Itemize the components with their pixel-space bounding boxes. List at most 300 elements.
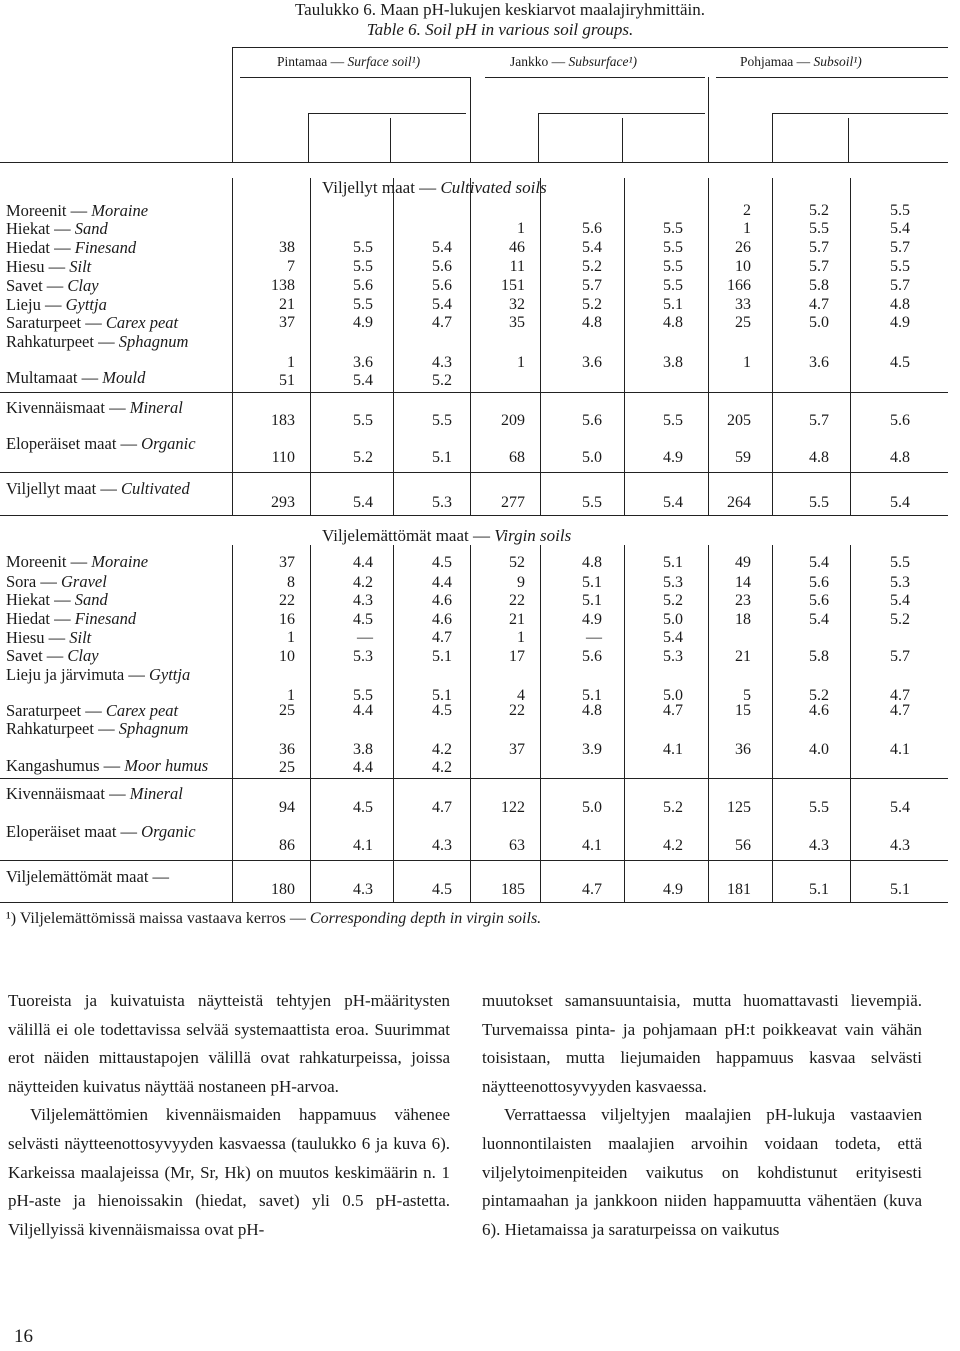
- cell-virgin_totals.2-0: 180: [271, 881, 295, 898]
- cell-virgin_rows.5-3: 17: [509, 648, 525, 665]
- cell-virgin_totals.0-5: 5.2: [663, 799, 683, 816]
- cell-cultivated_rows.7-4: 3.6: [582, 354, 602, 371]
- cell-virgin_rows.9-2: 4.2: [432, 759, 452, 776]
- cell-virgin_rows.2-3: 22: [509, 592, 525, 609]
- cell-virgin_rows.8-2: 4.2: [432, 741, 452, 758]
- column-divider: [232, 545, 233, 902]
- label-fi: Eloperäiset maat —: [6, 434, 142, 453]
- cell-virgin_rows.0-0: 37: [279, 554, 295, 571]
- label-en: Sphagnum: [118, 332, 189, 351]
- cell-virgin_totals.1-0: 86: [279, 837, 295, 854]
- cell-virgin_rows.4-0: 1: [287, 629, 295, 646]
- cell-cultivated_rows.6-4: 4.8: [582, 314, 602, 331]
- label-en: Mineral: [129, 398, 183, 417]
- label-en: Sand: [74, 219, 108, 238]
- cell-virgin_rows.0-6: 49: [735, 554, 751, 571]
- cell-cultivated_rows.2-2: 5.4: [432, 239, 452, 256]
- cell-virgin_rows.8-3: 37: [509, 741, 525, 758]
- label-en: Organic: [141, 822, 196, 841]
- rule-line: [308, 113, 466, 114]
- row-label-cultivated-3: [6, 259, 91, 276]
- cell-cultivated_rows.5-6: 33: [735, 296, 751, 313]
- cell-cultivated_rows.2-0: 38: [279, 239, 295, 256]
- label-en: Gyttja: [148, 665, 191, 684]
- section-en: Virgin soils: [494, 526, 572, 545]
- label-fi: Viljelemättömät maat —: [6, 867, 170, 886]
- row-label-virgin-0: [6, 554, 148, 571]
- cell-virgin_rows.5-7: 5.8: [809, 648, 829, 665]
- cell-cultivated_rows.4-7: 5.8: [809, 277, 829, 294]
- column-divider: [470, 178, 471, 515]
- cell-virgin_rows.4-4: —: [586, 629, 602, 646]
- cell-cultivated_totals.2-1: 5.4: [353, 494, 373, 511]
- column-divider: [708, 77, 709, 162]
- cell-virgin_rows.1-4: 5.1: [582, 574, 602, 591]
- label-fi: Kivennäismaat —: [6, 784, 130, 803]
- label-fi: Eloperäiset maat —: [6, 822, 142, 841]
- cell-cultivated_rows.6-6: 25: [735, 314, 751, 331]
- cell-cultivated_rows.1-3: 1: [517, 220, 525, 237]
- cell-cultivated_totals.0-7: 5.7: [809, 412, 829, 429]
- cell-cultivated_totals.1-6: 59: [735, 449, 751, 466]
- cell-virgin_rows.2-7: 5.6: [809, 592, 829, 609]
- table-caption-en: Table 6. Soil pH in various soil groups.: [366, 20, 634, 39]
- cell-cultivated_rows.7-7: 3.6: [809, 354, 829, 371]
- row-label-virgin-8: [6, 721, 188, 738]
- rule-line: [240, 77, 470, 78]
- cell-virgin_rows.1-0: 8: [287, 574, 295, 591]
- cell-virgin_rows.4-1: —: [357, 629, 373, 646]
- footnote-mark: ¹): [6, 910, 17, 927]
- cell-virgin_totals.0-3: 122: [501, 799, 525, 816]
- label-en: Sphagnum: [118, 719, 189, 738]
- cell-cultivated_totals.2-6: 264: [727, 494, 751, 511]
- label-fi: Saraturpeet —: [6, 701, 106, 720]
- cell-cultivated_rows.3-6: 10: [735, 258, 751, 275]
- cell-cultivated_totals.2-7: 5.5: [809, 494, 829, 511]
- cell-cultivated_rows.7-0: 1: [287, 354, 295, 371]
- cell-virgin_rows.8-5: 4.1: [663, 741, 683, 758]
- total-label-virgin-2: [6, 869, 169, 886]
- section-fi: Viljelemättömät maat —: [322, 526, 495, 545]
- rule-line: [538, 113, 705, 114]
- body-paragraph: Viljelemättömien kivennäismaiden happamuus vähenee selvästi näytteenottosyvyyden kasvaessa (taulukko 6 ja kuva 6). Karkeissa maalajeissa (Mr, Sr, Hk) on muutos keskimäärin n. 1 pH-aste ja hienoissakin (hiedat, savet) yli 0.5 pH-astetta. Viljellyissä kivennäismaissa ovat pH-: [8, 1105, 450, 1239]
- label-en: Sand: [74, 590, 108, 609]
- column-divider: [232, 178, 233, 515]
- cell-cultivated_rows.1-5: 5.5: [663, 220, 683, 237]
- cell-cultivated_rows.0-6: 2: [743, 202, 751, 219]
- section-en: Cultivated soils: [440, 178, 547, 197]
- row-label-virgin-7: [6, 703, 178, 720]
- cell-cultivated_rows.4-1: 5.6: [353, 277, 373, 294]
- cell-virgin_totals.1-1: 4.1: [353, 837, 373, 854]
- cell-virgin_totals.0-1: 4.5: [353, 799, 373, 816]
- cell-cultivated_rows.1-4: 5.6: [582, 220, 602, 237]
- label-fi: Lieju —: [6, 295, 66, 314]
- column-divider: [848, 118, 849, 162]
- cell-virgin_totals.0-4: 5.0: [582, 799, 602, 816]
- cell-virgin_rows.7-0: 25: [279, 702, 295, 719]
- label-fi: Kangashumus —: [6, 756, 125, 775]
- cell-cultivated_totals.0-5: 5.5: [663, 412, 683, 429]
- cell-virgin_rows.6-7: 5.2: [809, 687, 829, 704]
- label-fi: Rahkaturpeet —: [6, 719, 119, 738]
- label-en: Mineral: [129, 784, 183, 803]
- cell-virgin_rows.0-3: 52: [509, 554, 525, 571]
- label-en: Organic: [141, 434, 196, 453]
- cell-virgin_rows.3-8: 5.2: [890, 611, 910, 628]
- cell-virgin_rows.3-7: 5.4: [809, 611, 829, 628]
- cell-virgin_rows.1-6: 14: [735, 574, 751, 591]
- rule-line: [0, 162, 948, 163]
- column-divider: [850, 178, 851, 515]
- row-label-cultivated-6: [6, 315, 178, 332]
- cell-virgin_totals.0-0: 94: [279, 799, 295, 816]
- cell-virgin_totals.2-7: 5.1: [809, 881, 829, 898]
- cell-virgin_totals.1-4: 4.1: [582, 837, 602, 854]
- column-divider: [772, 545, 773, 902]
- cell-virgin_rows.1-2: 4.4: [432, 574, 452, 591]
- column-divider: [622, 118, 623, 162]
- label-fi: Hiesu —: [6, 257, 70, 276]
- section-fi: Viljellyt maat —: [322, 178, 441, 197]
- cell-cultivated_rows.5-5: 5.1: [663, 296, 683, 313]
- cell-cultivated_rows.4-0: 138: [271, 277, 295, 294]
- cell-cultivated_rows.6-7: 5.0: [809, 314, 829, 331]
- cell-virgin_rows.6-8: 4.7: [890, 687, 910, 704]
- label-en: Finesand: [74, 609, 137, 628]
- label-fi: Viljellyt maat —: [6, 479, 121, 498]
- cell-virgin_totals.0-8: 5.4: [890, 799, 910, 816]
- label-en: Gyttja: [65, 295, 107, 314]
- label-fi: Kivennäismaat —: [6, 398, 130, 417]
- cell-virgin_rows.0-1: 4.4: [353, 554, 373, 571]
- cell-cultivated_rows.3-5: 5.5: [663, 258, 683, 275]
- row-label-cultivated-4: [6, 278, 99, 295]
- section-cultivated: [322, 179, 547, 196]
- cell-virgin_rows.6-1: 5.5: [353, 687, 373, 704]
- label-fi: Hiedat —: [6, 609, 75, 628]
- column-divider: [308, 113, 309, 162]
- cell-virgin_rows.1-3: 9: [517, 574, 525, 591]
- cell-virgin_rows.1-1: 4.2: [353, 574, 373, 591]
- cell-cultivated_rows.5-4: 5.2: [582, 296, 602, 313]
- cell-virgin_rows.3-5: 5.0: [663, 611, 683, 628]
- cell-cultivated_rows.5-8: 4.8: [890, 296, 910, 313]
- column-divider: [393, 545, 394, 902]
- cell-virgin_totals.1-2: 4.3: [432, 837, 452, 854]
- label-en: Cultivated: [120, 479, 190, 498]
- cell-virgin_totals.1-6: 56: [735, 837, 751, 854]
- cell-cultivated_rows.7-5: 3.8: [663, 354, 683, 371]
- cell-cultivated_rows.5-7: 4.7: [809, 296, 829, 313]
- label-fi: Moreenit —: [6, 201, 92, 220]
- page-number: 16: [14, 1326, 33, 1347]
- label-fi: Multamaat —: [6, 368, 103, 387]
- cell-cultivated_rows.4-2: 5.6: [432, 277, 452, 294]
- column-divider: [470, 77, 471, 162]
- cell-cultivated_rows.6-3: 35: [509, 314, 525, 331]
- cell-virgin_rows.6-0: 1: [287, 687, 295, 704]
- column-divider: [772, 113, 773, 162]
- rule-line: [716, 77, 948, 78]
- rule-line: [232, 47, 948, 48]
- cell-virgin_rows.3-1: 4.5: [353, 611, 373, 628]
- label-fi: Sora —: [6, 572, 61, 591]
- cell-cultivated_rows.2-8: 5.7: [890, 239, 910, 256]
- label-en: Moor humus: [124, 756, 209, 775]
- cell-cultivated_rows.5-2: 5.4: [432, 296, 452, 313]
- label-fi: Lieju ja järvimuta —: [6, 665, 149, 684]
- total-label-cultivated-1: [6, 436, 196, 453]
- cell-virgin_rows.2-2: 4.6: [432, 592, 452, 609]
- group-header-1: [510, 55, 637, 69]
- cell-cultivated_totals.0-6: 205: [727, 412, 751, 429]
- label-en: Silt: [69, 257, 92, 276]
- column-divider: [708, 178, 709, 515]
- cell-cultivated_rows.7-1: 3.6: [353, 354, 373, 371]
- cell-cultivated_rows.6-8: 4.9: [890, 314, 910, 331]
- cell-virgin_rows.2-5: 5.2: [663, 592, 683, 609]
- cell-virgin_rows.5-1: 5.3: [353, 648, 373, 665]
- cell-virgin_rows.4-3: 1: [517, 629, 525, 646]
- total-label-virgin-0: [6, 786, 183, 803]
- cell-cultivated_rows.4-6: 166: [727, 277, 751, 294]
- cell-cultivated_rows.0-7: 5.2: [809, 202, 829, 219]
- group-header-2: [740, 55, 862, 69]
- footnote-fi: Viljelemättömissä maissa vastaava kerros —: [16, 910, 310, 927]
- cell-virgin_rows.6-2: 5.1: [432, 687, 452, 704]
- cell-cultivated_rows.4-5: 5.5: [663, 277, 683, 294]
- row-label-virgin-1: [6, 574, 107, 591]
- cell-virgin_rows.0-7: 5.4: [809, 554, 829, 571]
- cell-cultivated_totals.0-2: 5.5: [432, 412, 452, 429]
- total-label-virgin-1: [6, 824, 196, 841]
- cell-cultivated_rows.8-2: 5.2: [432, 372, 452, 389]
- rule-line: [0, 860, 948, 861]
- cell-cultivated_rows.2-7: 5.7: [809, 239, 829, 256]
- cell-cultivated_rows.6-5: 4.8: [663, 314, 683, 331]
- cell-cultivated_rows.5-0: 21: [279, 296, 295, 313]
- label-fi: Moreenit —: [6, 552, 92, 571]
- group-en: Subsurface¹): [568, 54, 638, 69]
- row-label-virgin-6: [6, 667, 190, 684]
- label-en: Moraine: [91, 552, 149, 571]
- cell-cultivated_rows.3-4: 5.2: [582, 258, 602, 275]
- rule-line: [0, 778, 948, 779]
- row-label-cultivated-7: [6, 334, 188, 351]
- label-fi: Savet —: [6, 646, 68, 665]
- cell-virgin_totals.2-6: 181: [727, 881, 751, 898]
- rule-line: [485, 77, 705, 78]
- row-label-cultivated-1: [6, 221, 108, 238]
- cell-virgin_rows.5-8: 5.7: [890, 648, 910, 665]
- cell-cultivated_rows.7-2: 4.3: [432, 354, 452, 371]
- cell-virgin_rows.7-8: 4.7: [890, 702, 910, 719]
- cell-virgin_rows.7-3: 22: [509, 702, 525, 719]
- column-divider: [232, 47, 233, 162]
- cell-virgin_rows.6-6: 5: [743, 687, 751, 704]
- column-divider: [540, 545, 541, 902]
- cell-virgin_totals.2-4: 4.7: [582, 881, 602, 898]
- body-paragraph: Verrattaessa viljeltyjen maalajien pH-lukuja vastaavien luonnontilaisten maalajien arvoihin voidaan todeta, että viljelytoimenpiteiden vaikutus on kohdistunut erityisesti pintamaahan ja jankkoon niiden happamuutta vähentäen (kuva 6). Hietamaissa ja saraturpeissa on vaikutus: [482, 1105, 922, 1239]
- cell-cultivated_totals.0-0: 183: [271, 412, 295, 429]
- label-fi: Savet —: [6, 276, 68, 295]
- row-label-virgin-4: [6, 630, 91, 647]
- column-divider: [470, 545, 471, 902]
- label-en: Mould: [102, 368, 146, 387]
- cell-virgin_rows.6-5: 5.0: [663, 687, 683, 704]
- cell-cultivated_rows.3-7: 5.7: [809, 258, 829, 275]
- cell-virgin_totals.2-8: 5.1: [890, 881, 910, 898]
- cell-cultivated_totals.1-0: 110: [271, 449, 295, 466]
- column-divider: [393, 178, 394, 515]
- cell-virgin_rows.7-4: 4.8: [582, 702, 602, 719]
- cell-cultivated_totals.1-4: 5.0: [582, 449, 602, 466]
- cell-virgin_totals.0-7: 5.5: [809, 799, 829, 816]
- cell-cultivated_rows.3-0: 7: [287, 258, 295, 275]
- cell-virgin_totals.1-5: 4.2: [663, 837, 683, 854]
- cell-cultivated_rows.4-4: 5.7: [582, 277, 602, 294]
- cell-virgin_rows.3-3: 21: [509, 611, 525, 628]
- label-en: Carex peat: [105, 313, 179, 332]
- cell-virgin_totals.2-5: 4.9: [663, 881, 683, 898]
- column-divider: [310, 178, 311, 515]
- cell-virgin_rows.7-7: 4.6: [809, 702, 829, 719]
- cell-cultivated_totals.1-3: 68: [509, 449, 525, 466]
- row-label-virgin-9: [6, 758, 208, 775]
- cell-cultivated_totals.0-1: 5.5: [353, 412, 373, 429]
- cell-cultivated_rows.6-0: 37: [279, 314, 295, 331]
- cell-virgin_rows.0-4: 4.8: [582, 554, 602, 571]
- column-divider: [850, 545, 851, 902]
- label-fi: Hiekat —: [6, 590, 75, 609]
- label-fi: Saraturpeet —: [6, 313, 106, 332]
- column-divider: [390, 118, 391, 162]
- cell-virgin_rows.7-5: 4.7: [663, 702, 683, 719]
- column-divider: [310, 545, 311, 902]
- cell-virgin_totals.1-7: 4.3: [809, 837, 829, 854]
- cell-cultivated_totals.2-8: 5.4: [890, 494, 910, 511]
- rule-line: [0, 472, 948, 473]
- cell-virgin_totals.2-1: 4.3: [353, 881, 373, 898]
- cell-cultivated_rows.7-3: 1: [517, 354, 525, 371]
- cell-cultivated_rows.2-4: 5.4: [582, 239, 602, 256]
- cell-cultivated_totals.2-2: 5.3: [432, 494, 452, 511]
- cell-virgin_rows.2-4: 5.1: [582, 592, 602, 609]
- cell-virgin_rows.0-8: 5.5: [890, 554, 910, 571]
- body-column-left: [8, 987, 450, 1244]
- group-en: Subsoil¹): [813, 54, 862, 69]
- cell-cultivated_rows.3-2: 5.6: [432, 258, 452, 275]
- rule-line: [0, 392, 948, 393]
- label-en: Gravel: [61, 572, 107, 591]
- footnote: [6, 911, 541, 927]
- row-label-cultivated-2: [6, 240, 136, 257]
- cell-cultivated_totals.1-7: 4.8: [809, 449, 829, 466]
- cell-cultivated_rows.6-1: 4.9: [353, 314, 373, 331]
- footnote-en: Corresponding depth in virgin soils.: [309, 910, 542, 927]
- cell-virgin_rows.7-6: 15: [735, 702, 751, 719]
- label-en: Silt: [69, 628, 92, 647]
- cell-cultivated_totals.2-4: 5.5: [582, 494, 602, 511]
- cell-cultivated_totals.1-5: 4.9: [663, 449, 683, 466]
- cell-virgin_rows.8-1: 3.8: [353, 741, 373, 758]
- cell-cultivated_totals.2-0: 293: [271, 494, 295, 511]
- cell-cultivated_rows.4-3: 151: [501, 277, 525, 294]
- cell-cultivated_totals.1-1: 5.2: [353, 449, 373, 466]
- cell-cultivated_rows.1-8: 5.4: [890, 220, 910, 237]
- cell-cultivated_rows.7-6: 1: [743, 354, 751, 371]
- cell-virgin_rows.7-1: 4.4: [353, 702, 373, 719]
- cell-virgin_rows.2-6: 23: [735, 592, 751, 609]
- cell-virgin_rows.3-2: 4.6: [432, 611, 452, 628]
- cell-virgin_rows.4-5: 5.4: [663, 629, 683, 646]
- cell-virgin_rows.8-4: 3.9: [582, 741, 602, 758]
- cell-virgin_rows.2-8: 5.4: [890, 592, 910, 609]
- group-en: Surface soil¹): [347, 54, 421, 69]
- cell-cultivated_rows.3-1: 5.5: [353, 258, 373, 275]
- group-fi: Pohjamaa —: [740, 54, 814, 69]
- group-fi: Pintamaa —: [277, 54, 348, 69]
- cell-cultivated_rows.5-3: 32: [509, 296, 525, 313]
- row-label-virgin-2: [6, 592, 108, 609]
- label-fi: Hiedat —: [6, 238, 75, 257]
- label-en: Clay: [67, 276, 99, 295]
- row-label-virgin-3: [6, 611, 136, 628]
- rule-line: [0, 515, 948, 516]
- cell-virgin_rows.5-6: 21: [735, 648, 751, 665]
- label-en: Moraine: [91, 201, 149, 220]
- cell-virgin_rows.1-5: 5.3: [663, 574, 683, 591]
- cell-cultivated_totals.2-5: 5.4: [663, 494, 683, 511]
- total-label-cultivated-0: [6, 400, 183, 417]
- cell-cultivated_rows.3-8: 5.5: [890, 258, 910, 275]
- label-en: Finesand: [74, 238, 137, 257]
- cell-virgin_totals.1-3: 63: [509, 837, 525, 854]
- cell-virgin_rows.7-2: 4.5: [432, 702, 452, 719]
- group-header-0: [277, 55, 420, 69]
- cell-cultivated_rows.2-3: 46: [509, 239, 525, 256]
- label-fi: Hiekat —: [6, 219, 75, 238]
- row-label-cultivated-8: [6, 370, 145, 387]
- column-divider: [772, 178, 773, 515]
- cell-cultivated_rows.6-2: 4.7: [432, 314, 452, 331]
- column-divider: [540, 178, 541, 515]
- cell-cultivated_rows.1-7: 5.5: [809, 220, 829, 237]
- cell-virgin_rows.6-3: 4: [517, 687, 525, 704]
- row-label-cultivated-5: [6, 297, 107, 314]
- cell-cultivated_totals.0-4: 5.6: [582, 412, 602, 429]
- row-label-virgin-5: [6, 648, 99, 665]
- cell-virgin_totals.0-6: 125: [727, 799, 751, 816]
- cell-cultivated_totals.1-2: 5.1: [432, 449, 452, 466]
- cell-virgin_rows.5-0: 10: [279, 648, 295, 665]
- label-fi: Rahkaturpeet —: [6, 332, 119, 351]
- cell-virgin_rows.9-1: 4.4: [353, 759, 373, 776]
- cell-virgin_rows.8-6: 36: [735, 741, 751, 758]
- cell-virgin_rows.1-7: 5.6: [809, 574, 829, 591]
- cell-virgin_rows.0-5: 5.1: [663, 554, 683, 571]
- label-fi: Hiesu —: [6, 628, 70, 647]
- row-label-cultivated-0: [6, 203, 148, 220]
- cell-virgin_totals.2-2: 4.5: [432, 881, 452, 898]
- cell-cultivated_rows.0-8: 5.5: [890, 202, 910, 219]
- cell-virgin_rows.3-6: 18: [735, 611, 751, 628]
- rule-line: [0, 902, 948, 903]
- body-paragraph: muutokset samansuuntaisia, mutta huomattavasti lievempiä. Turvemaissa pinta- ja pohjamaan pH:t poikkeavat vain vähän toisistaan, mutta liejumaiden happamuus kasvaa selvästi näytteenottosyvyyden kasvaessa.: [482, 991, 922, 1096]
- cell-cultivated_rows.7-8: 4.5: [890, 354, 910, 371]
